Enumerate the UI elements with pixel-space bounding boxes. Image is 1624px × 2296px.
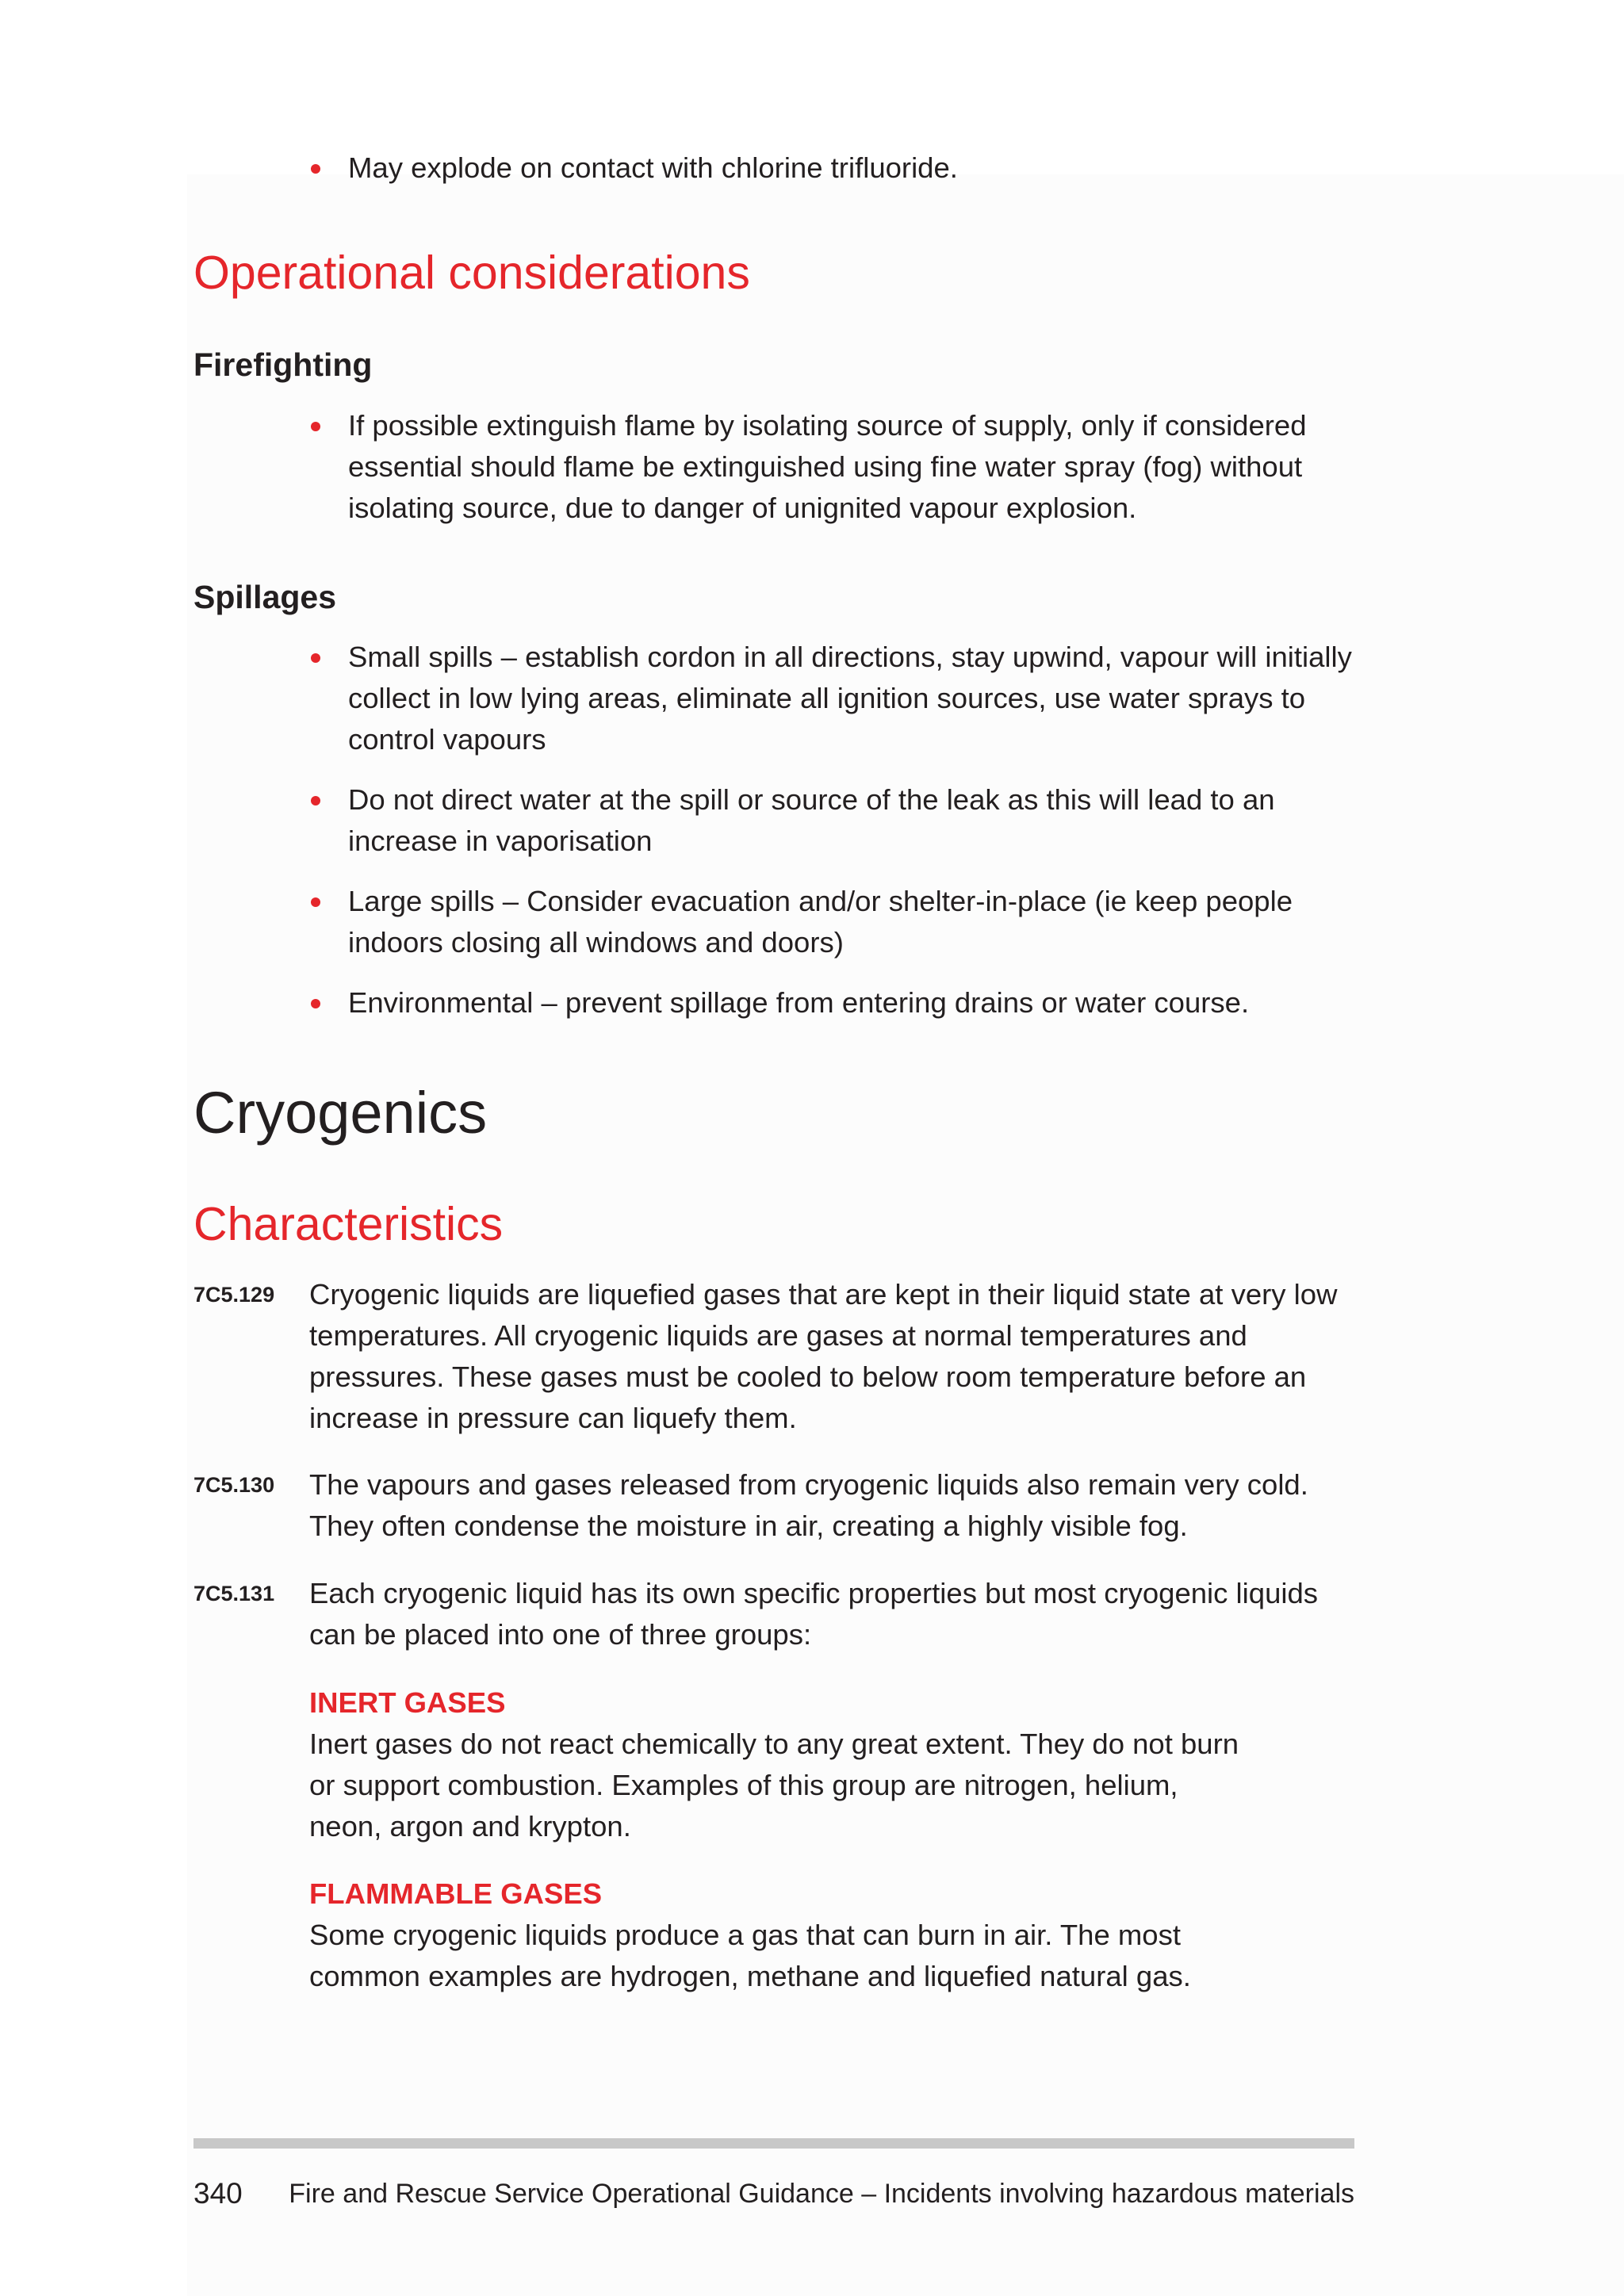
list-item bbox=[193, 881, 1359, 963]
top-bullet-list bbox=[193, 147, 1359, 208]
paragraph-text: The vapours and gases released from cryogenic liquids also remain very cold. They often condense the moisture in air, creating a highly visible fog. bbox=[309, 1468, 1308, 1542]
footer-divider bbox=[193, 2138, 1354, 2149]
paragraph-number: 7C5.129 bbox=[193, 1283, 275, 1307]
section-heading-characteristics: Characteristics bbox=[193, 1198, 504, 1250]
section-heading-operational: Operational considerations bbox=[193, 247, 750, 299]
bullet-dot-icon bbox=[311, 796, 320, 806]
page-footer bbox=[193, 2174, 1354, 2214]
subheading-spillages: Spillages bbox=[193, 579, 337, 615]
bullet-dot-icon bbox=[311, 999, 320, 1008]
paragraph-text: Each cryogenic liquid has its own specific properties but most cryogenic liquids can be placed into one of three groups: bbox=[309, 1577, 1319, 1651]
spillages-bullet-list bbox=[193, 637, 1359, 1043]
group-inert-gases bbox=[193, 1682, 1243, 1847]
bullet-dot-icon bbox=[311, 422, 320, 431]
bullet-text: Small spills – establish cordon in all directions, stay upwind, vapour will initially collect in low lying areas, eliminate all ignition sources, use water sprays to control vapours bbox=[348, 641, 1352, 756]
group-flammable-gases bbox=[193, 1873, 1243, 1997]
numbered-paragraph bbox=[193, 1274, 1359, 1439]
list-item bbox=[193, 779, 1359, 862]
bullet-dot-icon bbox=[311, 653, 320, 663]
list-item bbox=[193, 147, 1359, 189]
paragraph-number: 7C5.130 bbox=[193, 1473, 275, 1497]
group-title: INERT GASES bbox=[309, 1686, 506, 1719]
bullet-text: Environmental – prevent spillage from entering drains or water course. bbox=[348, 986, 1250, 1019]
page-number: 340 bbox=[193, 2177, 243, 2210]
section-title-cryogenics: Cryogenics bbox=[193, 1080, 488, 1146]
bullet-text: Do not direct water at the spill or source of the leak as this will lead to an increase in vaporisation bbox=[348, 783, 1275, 857]
footer-title: Fire and Rescue Service Operational Guidance – Incidents involving hazardous materials bbox=[289, 2179, 1354, 2209]
paragraph-number: 7C5.131 bbox=[193, 1582, 275, 1605]
list-item bbox=[193, 637, 1359, 760]
subheading-firefighting: Firefighting bbox=[193, 346, 373, 383]
group-text: Some cryogenic liquids produce a gas that can burn in air. The most common examples are hydrogen, methane and liquefied natural gas. bbox=[309, 1919, 1191, 1992]
firefighting-bullet-list bbox=[193, 405, 1359, 548]
list-item bbox=[193, 982, 1359, 1024]
bullet-dot-icon bbox=[311, 164, 320, 174]
numbered-paragraph bbox=[193, 1573, 1359, 1655]
paragraph-text: Cryogenic liquids are liquefied gases that are kept in their liquid state at very low temperatures. All cryogenic liquids are gases at normal temperatures and pressures. These gases must be cooled to below room temperature before an increase in pressure can liquefy them. bbox=[309, 1278, 1338, 1434]
bullet-dot-icon bbox=[311, 897, 320, 907]
bullet-text: May explode on contact with chlorine trifluoride. bbox=[348, 151, 958, 184]
group-title: FLAMMABLE GASES bbox=[309, 1877, 603, 1910]
numbered-paragraph bbox=[193, 1464, 1359, 1547]
group-text: Inert gases do not react chemically to any great extent. They do not burn or support combustion. Examples of this group are nitrogen, helium, neon, argon and krypton. bbox=[309, 1728, 1239, 1843]
list-item bbox=[193, 405, 1359, 529]
bullet-text: If possible extinguish flame by isolating source of supply, only if considered essential should flame be extinguished using fine water spray (fog) without isolating source, due to danger of unignited vapour explosion. bbox=[348, 409, 1307, 524]
bullet-text: Large spills – Consider evacuation and/or shelter-in-place (ie keep people indoors closing all windows and doors) bbox=[348, 885, 1293, 959]
